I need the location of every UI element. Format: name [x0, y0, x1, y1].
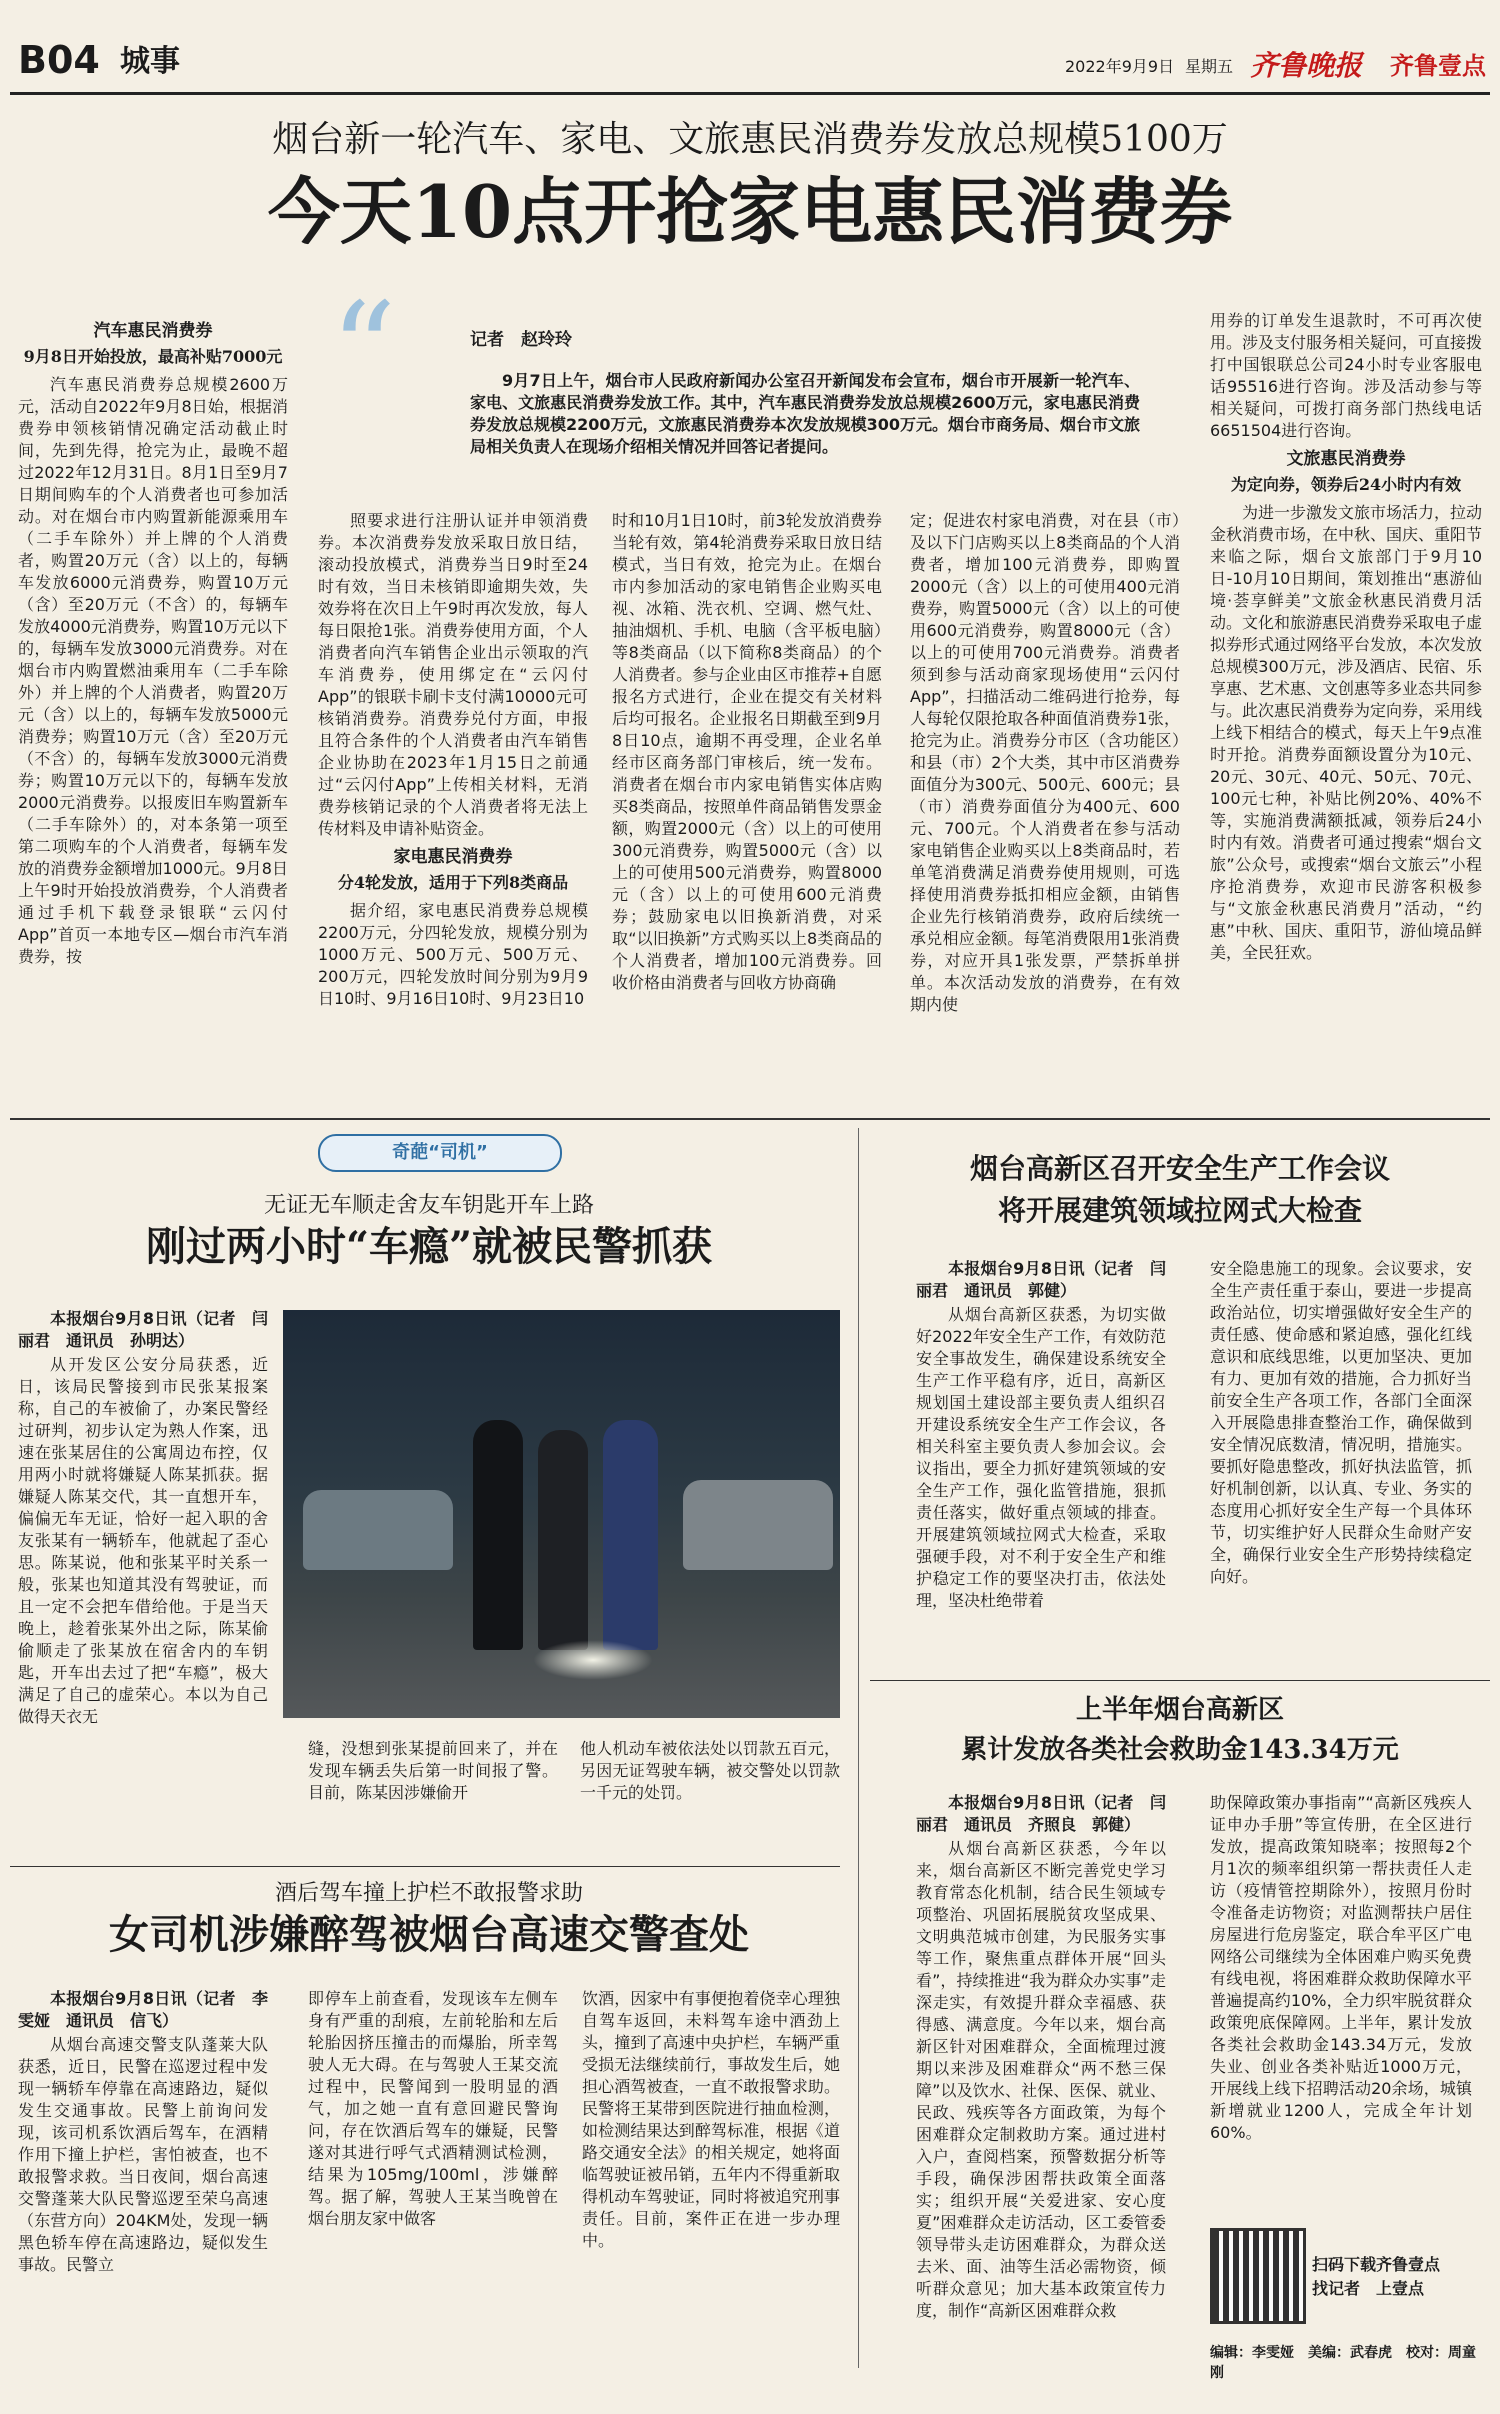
vertical-divider — [858, 1128, 859, 2368]
tour-section-subtitle: 为定向券，领券后24小时内有效 — [1230, 475, 1462, 494]
drunk-column-2 — [308, 1988, 558, 2398]
qr-caption-1: 扫码下载齐鲁壹点 — [1312, 2255, 1441, 2274]
column-car — [18, 314, 288, 1100]
relief-headline-2: 累计发放各类社会救助金143.34万元 — [961, 1735, 1399, 1765]
driver-body-cont: 缝，没想到张某提前回来了，并在发现车辆丢失后第一时间报了警。目前，陈某因涉嫌偷开 — [308, 1739, 558, 1802]
column-4 — [910, 510, 1180, 1100]
appliance-body-cont: 时和10月1日10时，前3轮发放消费券当轮有效，第4轮消费券采取日放日结模式，当日有效，抢完为止。在烟台市内参加活动的家电销售企业购买电视、冰箱、洗衣机、空调、燃气灶、抽油烟机、手机、电脑（含平板电脑）等8类商品（以下简称8类商品）的个人消费者。参与企业由区市推荐+自愿报名方式进行，企业在提交有关材料后均可报名。企业报名日期截至到9月8日10点，逾期不再受理，企业名单经市区商务部门审核后，统一发布。消费者在烟台市内家电销售实体店购买8类商品，按照单件商品销售发票金额，购置2000元（含）以上的可使用300元消费券，购置5000元（含）以上的可使用500元消费券，购置8000元（含）以上的可使用600元消费券；鼓励家电以旧换新消费，对采取“以旧换新”方式购买以上8类商品的个人消费者，增加100元消费券。回收价格由消费者与回收方协商确 — [612, 511, 882, 992]
driver-kicker: 无证无车顺走舍友车钥匙开车上路 — [263, 1193, 594, 1218]
appliance-body-end: 用券的订单发生退款时，不可再次使用。涉及支付服务相关疑问，可直接拨打中国银联总公司24小时专业客服电话95516进行咨询。涉及活动参与等相关疑问，可拨打商务部门热线电话6651504进行咨询。 — [1210, 311, 1482, 440]
safety-headline-1: 烟台高新区召开安全生产工作会议 — [969, 1152, 1390, 1185]
safety-headline-2: 将开展建筑领域拉网式大检查 — [997, 1194, 1362, 1227]
paper-logo: 齐鲁晚报 — [1250, 49, 1363, 82]
drunk-kicker: 酒后驾车撞上护栏不敢报警求助 — [274, 1881, 583, 1906]
news-photo — [283, 1310, 840, 1718]
photo-person — [603, 1420, 658, 1650]
section-divider — [10, 1118, 1490, 1120]
driver-dateline: 本报烟台9月8日讯（记者 闫丽君 通讯员 孙明达） — [18, 1309, 268, 1350]
driver-column-3 — [580, 1738, 840, 1848]
relief-column-2 — [1210, 1792, 1472, 2192]
photo-person — [538, 1430, 588, 1650]
driver-column-1 — [18, 1308, 268, 1836]
driver-story — [18, 1128, 840, 1848]
car-body: 汽车惠民消费券总规模2600万元，活动自2022年9月8日始，根据消费券申领核销情况确定活动截止时间，先到先得，抢完为止，最晚不超过2022年12月31日。8月1日至9月7日期间购车的个人消费者也可参加活动。对在烟台市内购置新能源乘用车（二手车除外）并上牌的个人消费者，购置20万元（含）以上的，每辆车发放6000元消费券，购置10万元（含）至20万元（不含）的，每辆车发放4000元消费券，购置10万元以下的，每辆车发放3000元消费券。对在烟台市内购置燃油乘用车（二手车除外）并上牌的个人消费者，购置20万元（含）以上的，每辆车发放5000元消费券；购置10万元（含）至20万元（不含）的，每辆车发放3000元消费券；购置10万元以下的，每辆车发放2000元消费券。以报废旧车购置新车（二手车除外）的，对本条第一项至第二项购车的个人消费者，每辆车发放的消费券金额增加1000元。9月8日上午9时开始投放消费券，个人消费者通过手机下载登录银联“云闪付App”首页一本地专区—烟台市汽车消费券，按 — [18, 375, 288, 966]
driver-column-2 — [308, 1738, 558, 1848]
photo-person — [473, 1420, 523, 1650]
drunk-body-end: 饮酒，因家中有事便抱着侥幸心理独自驾车返回，未料驾车途中酒劲上头，撞到了高速中央护栏，车辆严重受损无法继续前行，事故发生后，她担心酒驾被查，一直不敢报警求助。民警将王某带到医院进行抽血检测，如检测结果达到醉驾标准，根据《道路交通安全法》的相关规定，她将面临驾驶证被吊销，五年内不得重新取得机动车驾驶证，同时将被追究刑事责任。目前，案件正在进一步办理中。 — [582, 1989, 840, 2250]
driver-body: 从开发区公安分局获悉，近日，该局民警接到市民张某报案称，自己的车被偷了，办案民警经过研判，初步认定为熟人作案，迅速在张某居住的公寓周边布控，仅用两小时就将嫌疑人陈某抓获。据嫌疑人陈某交代，其一直想开车，偏偏无车无证，恰好一起入职的舍友张某有一辆轿车，他就起了歪心思。陈某说，他和张某平时关系一般，张某也知道其没有驾驶证，而且一定不会把车借给他。于是当天晚上，趁着张某外出之际，陈某偷偷顺走了张某放在宿舍内的车钥匙，开车出去过了把“车瘾”，极大满足了自己的虚荣心。本以为自己做得天衣无 — [18, 1355, 268, 1726]
column-tag-label: 奇葩“司机” — [392, 1142, 488, 1163]
relief-headline-1: 上半年烟台高新区 — [1075, 1695, 1284, 1725]
relief-dateline: 本报烟台9月8日讯（记者 闫丽君 通讯员 齐照良 郭健） — [916, 1793, 1166, 1834]
qr-caption-2: 找记者 上壹点 — [1312, 2279, 1425, 2298]
appliance-section-title: 家电惠民消费券 — [393, 847, 513, 867]
relief-body: 从烟台高新区获悉，今年以来，烟台高新区不断完善党史学习教育常态化机制，结合民生领域专项整治、巩固拓展脱贫攻坚成果、文明典范城市创建，为民服务实事等工作，聚焦重点群体开展“回头看”，持续推进“我为群众办实事”走深走实，有效提升群众幸福感、获得感、满意度。今年以来，烟台高新区针对困难群众，全面梳理过渡期以来涉及困难群众“两不愁三保障”以及饮水、社保、医保、就业、民政、残疾等各方面政策，为每个困难群众定制救助方案。通过进村入户，查阅档案，预警数据分析等手段，确保涉困帮扶政策全面落实；组织开展“关爱进家、安心度夏”困难群众走访活动，区工委管委领导带头走访困难群众，为群众送去米、面、油等生活必需物资，倾听群众意见；加大基本政策宣传力度，制作“高新区困难群众救 — [916, 1839, 1166, 2320]
main-byline: 记者 赵玲玲 — [470, 330, 572, 350]
safety-column-1 — [916, 1258, 1166, 1668]
app-logo: 齐鲁壹点 — [1390, 52, 1486, 80]
page-header — [0, 0, 1500, 95]
section-divider — [870, 1680, 1490, 1681]
main-headline: 今天10点开抢家电惠民消费券 — [267, 169, 1233, 254]
quote-mark-icon: “ — [330, 274, 397, 426]
header-date: 2022年9月9日 — [1065, 57, 1175, 76]
column-tag-badge — [318, 1134, 562, 1172]
photo-car — [683, 1480, 833, 1570]
appliance-body-cont-2: 定；促进农村家电消费，对在县（市）及以下门店购买以上8类商品的个人消费者，增加100元消费券，即购置2000元（含）以上的可使用400元消费券，购置5000元（含）以上的可使用600元消费券，购置8000元（含）以上的可使用700元消费券。消费者须到参与活动商家现场使用“云闪付App”，扫描活动二维码进行抢券，每人每轮仅限抢取各种面值消费券1张，抢完为止。消费券分市区（含功能区）和县（市）2个大类，其中市区消费券面值分为300元、500元、600元；县（市）消费券面值分为400元、600元、700元。个人消费者在参与活动家电销售企业购买以上8类商品时，若单笔消费满足消费券使用规则，可选择使用消费券抵扣相应金额，由销售企业先行核销消费券，政府后续统一承兑相应金额。每笔消费限用1张消费券，对应开具1张发票，严禁拆单拼单。本次活动发放的消费券，在有效期内使 — [910, 511, 1180, 1014]
relief-column-1 — [916, 1792, 1166, 2372]
drunk-body: 从烟台高速交警支队蓬莱大队获悉，近日，民警在巡逻过程中发现一辆轿车停靠在高速路边，疑似发生交通事故。民警上前询问发现，该司机系饮酒后驾车，在酒精作用下撞上护栏，害怕被查，也不敢报警求救。当日夜间，烟台高速交警蓬莱大队民警巡逻至荣乌高速（东营方向）204KM处，发现一辆黑色轿车停在高速路边，疑似发生事故。民警立 — [18, 2035, 268, 2274]
tour-section-title: 文旅惠民消费券 — [1286, 449, 1406, 469]
drunk-headline: 女司机涉嫌醉驾被烟台高速交警查处 — [109, 1911, 749, 1958]
appliance-body: 据介绍，家电惠民消费券总规模2200万元，分四轮发放，规模分别为1000万元、500万元、500万元、200万元，四轮发放时间分别为9月9日10时、9月16日10时、9月23日10 — [318, 901, 588, 1008]
photo-light — [533, 1640, 653, 1680]
qr-code — [1210, 2228, 1306, 2324]
driver-body-end: 他人机动车被依法处以罚款五百元，另因无证驾驶车辆，被交警处以罚款一千元的处罚。 — [580, 1739, 840, 1802]
main-lead: 9月7日上午，烟台市人民政府新闻办公室召开新闻发布会宣布，烟台市开展新一轮汽车、家电、文旅惠民消费券发放工作。其中，汽车惠民消费券发放总规模2600万元，家电惠民消费券发放总规模2200万元，文旅惠民消费券本次发放规模300万元。烟台市商务局、烟台市文旅局相关负责人在现场介绍相关情况并回答记者提问。 — [470, 371, 1140, 456]
column-2 — [318, 510, 588, 1100]
page-credits: 编辑：李雯娅 美编：武春虎 校对：周童刚 — [1210, 2345, 1476, 2381]
column-3 — [612, 510, 882, 1100]
safety-column-2 — [1210, 1258, 1472, 1668]
column-tour — [1210, 310, 1482, 1100]
section-divider — [10, 1866, 840, 1867]
safety-body: 从烟台高新区获悉，为切实做好2022年安全生产工作，有效防范安全事故发生，确保建设系统安全生产工作平稳有序，近日，高新区规划国土建设部主要负责人组织召开建设系统安全生产工作会议，各相关科室主要负责人参加会议。会议指出，要全力抓好建筑领域的安全生产工作，强化监管措施，狠抓责任落实，做好重点领域的排查。开展建筑领域拉网式大检查，采取强硬手段，对不利于安全生产和维护稳定工作的要坚决打击，依法处理，坚决杜绝带着 — [916, 1305, 1166, 1610]
safety-dateline: 本报烟台9月8日讯（记者 闫丽君 通讯员 郭健） — [916, 1259, 1166, 1300]
drunk-dateline: 本报烟台9月8日讯（记者 李雯娅 通讯员 信飞） — [18, 1989, 268, 2030]
relief-body-cont: 助保障政策办事指南”“高新区残疾人证申办手册”等宣传册，在全区进行发放，提高政策知晓率；按照每2个月1次的频率组织第一帮扶责任人走访（疫情管控期除外），按照月份时令准备走访物资；对监测帮扶户居住房屋进行危房鉴定，联合牟平区广电网络公司继续为全体困难户购买免费有线电视，将困难群众救助保障水平普遍提高约10%，全力织牢脱贫群众政策兜底保障网。上半年，累计发放各类社会救助金143.34万元，发放失业、创业各类补贴近1000万元，开展线上线下招聘活动20余场，城镇新增就业1200人，完成全年计划60%。 — [1210, 1793, 1472, 2142]
section-name: 城事 — [120, 44, 180, 79]
header-weekday: 星期五 — [1185, 57, 1234, 76]
driver-headline: 刚过两小时“车瘾”就被民警抓获 — [145, 1223, 712, 1270]
safety-body-cont: 安全隐患施工的现象。会议要求，安全生产责任重于泰山，要进一步提高政治站位，切实增强做好安全生产的责任感、使命感和紧迫感，强化红线意识和底线思维，以更加坚决、更加有力、更加有效的措施，合力抓好当前安全生产各项工作，各部门全面深入开展隐患排查整治工作，确保做到安全情况底数清，情况明，措施实。要抓好隐患整改，抓好执法监管，抓好机制创新，以认真、专业、务实的态度用心抓好安全生产每一个具体环节，切实维护好人民群众生命财产安全，确保行业安全生产形势持续稳定向好。 — [1210, 1259, 1472, 1586]
drunk-story — [18, 1872, 840, 2402]
car-section-subtitle: 9月8日开始投放，最高补贴7000元 — [23, 347, 283, 366]
drunk-column-3 — [582, 1988, 840, 2398]
appliance-section-subtitle: 分4轮发放，适用于下列8类商品 — [337, 873, 569, 892]
car-body-cont: 照要求进行注册认证并申领消费券。本次消费券发放采取日放日结，滚动投放模式，消费券当日9时至24时有效，当日未核销即逾期失效，失效券将在次日上午9时再次发放，每人每日限抢1张。消费券使用方面，个人消费者向汽车销售企业出示领取的汽车消费券，使用绑定在“云闪付App”的银联卡刷卡支付满10000元可核销消费券。消费券兑付方面，申报且符合条件的个人消费者由汽车销售企业协助在2023年1月15日之前通过“云闪付App”上传相关材料，无消费券核销记录的个人消费者将无法上传材料及申请补贴资金。 — [318, 511, 588, 838]
photo-car — [303, 1490, 453, 1570]
page-number: B04 — [18, 38, 100, 82]
car-section-title: 汽车惠民消费券 — [93, 321, 213, 341]
header-rule — [10, 92, 1490, 95]
drunk-column-1 — [18, 1988, 268, 2398]
safety-story — [880, 1150, 1480, 1670]
tour-body: 为进一步激发文旅市场活力，拉动金秋消费市场，在中秋、国庆、重阳节来临之际，烟台文旅部门于9月10日-10月10日期间，策划推出“惠游仙境·荟享鲜美”文旅金秋惠民消费月活动。文化和旅游惠民消费券采取电子虚拟券形式通过网络平台发放，本次发放总规模300万元，涉及酒店、民宿、乐享惠、艺术惠、文创惠等多业态共同参与。此次惠民消费券为定向券，采用线上线下相结合的模式，每天上午9点准时开抢。消费券面额设置分为10元、20元、30元、40元、50元、70元、100元七种，补贴比例20%、40%不等，实施消费满额抵减，领券后24小时内有效。消费者可通过搜索“烟台文旅”公众号，或搜索“烟台文旅云”小程序抢消费券，欢迎市民游客积极参与“文旅金秋惠民消费月”活动，“约惠”中秋、国庆、重阳节，游仙境品鲜美，全民狂欢。 — [1210, 503, 1482, 962]
main-kicker: 烟台新一轮汽车、家电、文旅惠民消费券发放总规模5100万 — [272, 119, 1228, 160]
relief-story — [880, 1692, 1480, 2392]
drunk-body-cont: 即停车上前查看，发现该车左侧车身有严重的刮痕，左前轮胎和左后轮胎因挤压撞击的而爆胎，所幸驾驶人无大碍。在与驾驶人王某交流过程中，民警闻到一股明显的酒气，加之她一直有意回避民警询问，存在饮酒后驾车的嫌疑，民警遂对其进行呼气式酒精测试检测，结果为105mg/100ml，涉嫌醉驾。据了解，驾驶人王某当晚曾在烟台朋友家中做客 — [308, 1989, 558, 2228]
